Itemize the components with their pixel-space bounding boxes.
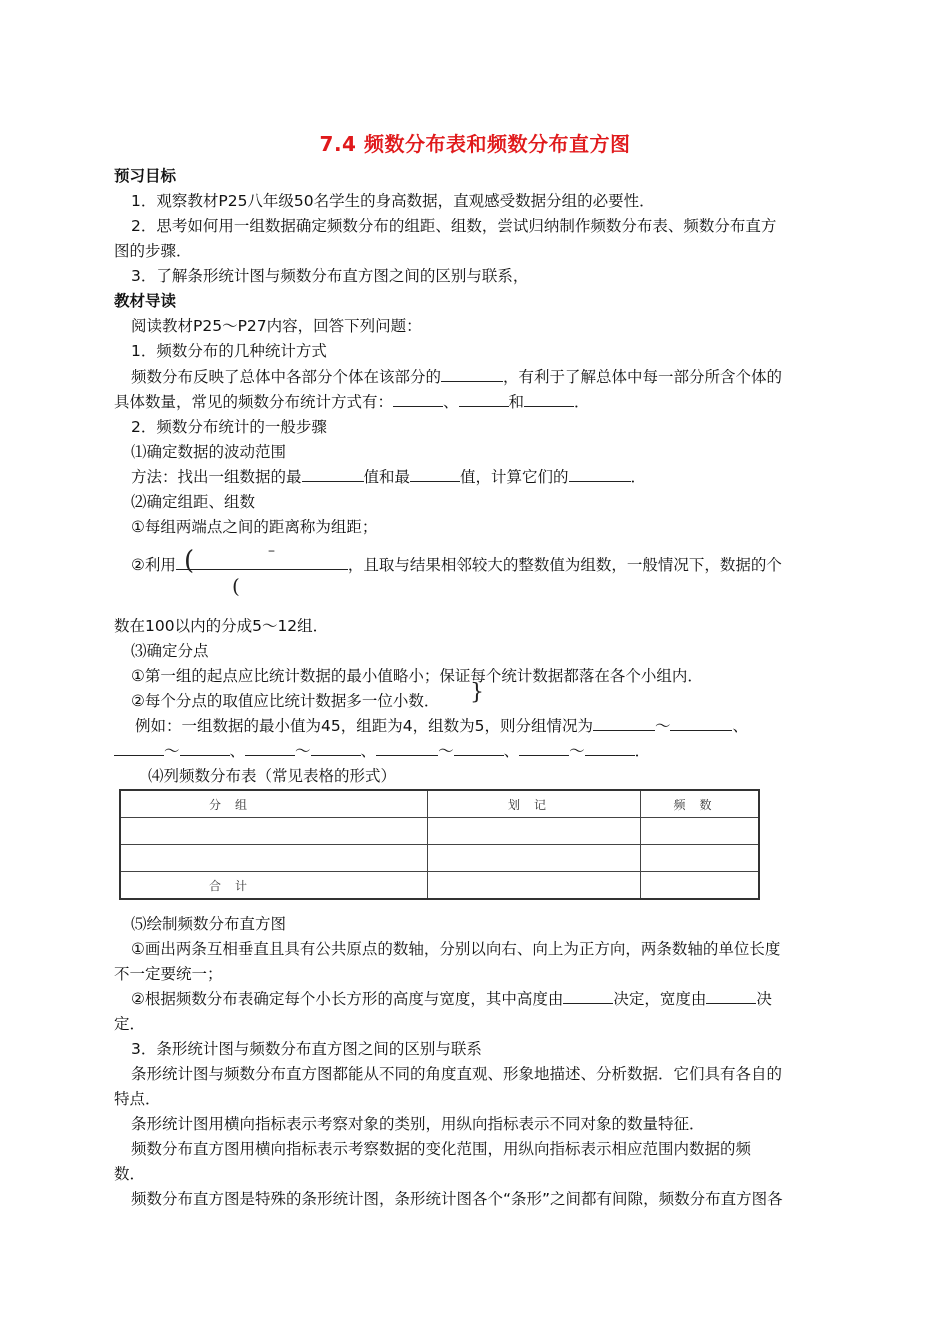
tilde: ～ [295, 742, 311, 760]
table-cell[interactable] [641, 818, 760, 845]
comma: 、 [229, 742, 246, 760]
preview-goals-heading: 预习目标 [114, 167, 177, 185]
table-cell[interactable] [428, 818, 641, 845]
header-group: 分组 [120, 790, 428, 818]
q1-line-a [131, 365, 782, 389]
q2-title: 2．频数分布统计的一般步骤 [131, 418, 327, 436]
brace-mark-icon: } [470, 680, 484, 705]
q1-title: 1．频数分布的几种统计方式 [131, 342, 327, 360]
tilde: ～ [438, 742, 454, 760]
table-cell[interactable] [428, 872, 641, 900]
fill-blank[interactable] [311, 741, 361, 756]
fill-blank[interactable] [563, 989, 613, 1004]
table-total-row [120, 872, 759, 900]
table-cell[interactable] [120, 845, 428, 872]
step1-text-c: 值，计算它们的 [460, 468, 569, 486]
step2-item-2 [131, 553, 782, 577]
fill-blank[interactable] [459, 392, 509, 407]
step3-title: ⑶确定分点 [131, 642, 209, 660]
fill-blank[interactable] [524, 392, 574, 407]
frequency-table [119, 789, 760, 900]
q3-para-1-cont: 特点． [114, 1090, 161, 1108]
fill-blank[interactable] [114, 741, 164, 756]
q1-text-a: 频数分布反映了总体中各部分个体在该部分的 [131, 368, 442, 386]
step5-item-1: ①画出两条互相垂直且具有公共原点的数轴，分别以向右、向上为正方向，两条数轴的单位长度 [131, 940, 781, 958]
fill-blank[interactable] [670, 716, 732, 731]
step5-text-c: 决 [756, 990, 772, 1008]
table-row [120, 845, 759, 872]
step5-text-a: ②根据频数分布表确定每个小长方形的高度与宽度，其中高度由 [131, 990, 564, 1008]
step5-item-2 [131, 987, 772, 1011]
step3-item-1: ①第一组的起点应比统计数据的最小值略小；保证每个统计数据都落在各个小组内． [131, 667, 703, 685]
fill-blank[interactable] [410, 467, 460, 482]
tilde: ～ [164, 742, 180, 760]
step2-text-b: ，且取与结果相邻较大的整数值为组数，一般情况下，数据的个 [347, 556, 782, 574]
step5-title: ⑸绘制频数分布直方图 [131, 915, 287, 933]
table-cell[interactable] [428, 845, 641, 872]
q3-para-3: 频数分布直方图用横向指标表示考察数据的变化范围，用纵向指标表示相应范围内数据的频 [131, 1140, 752, 1158]
step1-title: ⑴确定数据的波动范围 [131, 443, 287, 461]
tilde: ～ [654, 717, 671, 735]
fill-blank[interactable] [585, 741, 635, 756]
fill-blank[interactable] [593, 716, 655, 731]
q1-and: 和 [508, 393, 525, 411]
q1-line-b [114, 390, 590, 414]
fill-blank[interactable] [454, 741, 504, 756]
fill-blank[interactable] [569, 467, 631, 482]
header-frequency: 频数 [641, 790, 760, 818]
q3-para-4: 频数分布直方图是特殊的条形统计图，条形统计图各个“条形”之间都有间隙，频数分布直方图各 [131, 1190, 783, 1208]
comma: 、 [732, 717, 748, 735]
step3-item-2: ②每个分点的取值应比统计数据多一位小数． [131, 692, 440, 710]
step5-text-b: 决定，宽度由 [613, 990, 707, 1008]
comma: 、 [503, 742, 520, 760]
tilde: ～ [569, 742, 585, 760]
step4-title: ⑷列频数分布表（常见表格的形式） [148, 767, 397, 785]
fill-blank[interactable] [706, 989, 756, 1004]
fill-blank[interactable] [302, 467, 364, 482]
table-cell[interactable] [641, 845, 760, 872]
goal-item-1: 1．观察教材P25八年级50名学生的身高数据，直观感受数据分组的必要性． [131, 192, 655, 210]
total-label: 合计 [120, 872, 428, 900]
goal-item-3: 3．了解条形统计图与频数分布直方图之间的区别与联系， [131, 267, 529, 285]
example-line-2 [114, 739, 650, 763]
step1-text-b: 值和最 [363, 468, 411, 486]
step2-item-1: ①每组两端点之间的距离称为组距； [131, 518, 378, 536]
q3-para-1: 条形统计图与频数分布直方图都能从不同的角度直观、形象地描述、分析数据．它们具有各自的 [131, 1065, 783, 1083]
q3-title: 3．条形统计图与频数分布直方图之间的区别与联系 [131, 1040, 482, 1058]
header-tally: 划记 [428, 790, 641, 818]
fill-blank[interactable] [441, 367, 503, 382]
example-line [135, 714, 748, 738]
step2-title: ⑵确定组距、组数 [131, 493, 256, 511]
q1-sep: 、 [443, 393, 459, 411]
paren-mark-icon: ( [232, 574, 240, 598]
fill-blank[interactable] [180, 741, 230, 756]
q3-para-3-cont: 数． [114, 1165, 146, 1183]
q1-end: ． [574, 393, 590, 411]
fill-blank[interactable] [245, 741, 295, 756]
textbook-guide-heading: 教材导读 [114, 292, 177, 310]
period: ． [634, 742, 651, 760]
fill-blank[interactable] [376, 741, 438, 756]
step2-item-2-cont: 数在100以内的分成5～12组． [114, 617, 329, 635]
fill-blank[interactable] [519, 741, 569, 756]
table-header-row [120, 790, 759, 818]
step5-item-2-cont: 定． [114, 1015, 146, 1033]
step1-method [131, 465, 646, 489]
formula-blank[interactable] [176, 555, 348, 570]
step2-text-a: ②利用 [131, 556, 176, 574]
step1-text-a: 方法：找出一组数据的最 [131, 468, 302, 486]
dash-mark-icon: – [268, 543, 275, 559]
table-cell[interactable] [120, 818, 428, 845]
q3-para-2: 条形统计图用横向指标表示考察对象的类别，用纵向指标表示不同对象的数量特征． [131, 1115, 705, 1133]
step5-item-1-cont: 不一定要统一； [114, 965, 223, 983]
q1-text-c: 具体数量，常见的频数分布统计方式有： [114, 393, 394, 411]
step1-text-d: ． [630, 468, 647, 486]
table-row [120, 818, 759, 845]
q1-text-b: ，有利于了解总体中每一部分所含个体的 [503, 368, 783, 386]
page-title: 7.4 频数分布表和频数分布直方图 [319, 132, 631, 156]
fill-blank[interactable] [393, 392, 443, 407]
guide-intro: 阅读教材P25～P27内容，回答下列问题： [131, 317, 422, 335]
goal-item-2: 2．思考如何用一组数据确定频数分布的组距、组数，尝试归纳制作频数分布表、频数分布直方 [131, 217, 777, 235]
paren-mark-icon: ( [184, 546, 195, 576]
table-cell[interactable] [641, 872, 760, 900]
example-text: 例如：一组数据的最小值为45，组距为4，组数为5，则分组情况为 [135, 717, 593, 735]
comma: 、 [360, 742, 377, 760]
goal-item-2-cont: 图的步骤． [114, 242, 192, 260]
